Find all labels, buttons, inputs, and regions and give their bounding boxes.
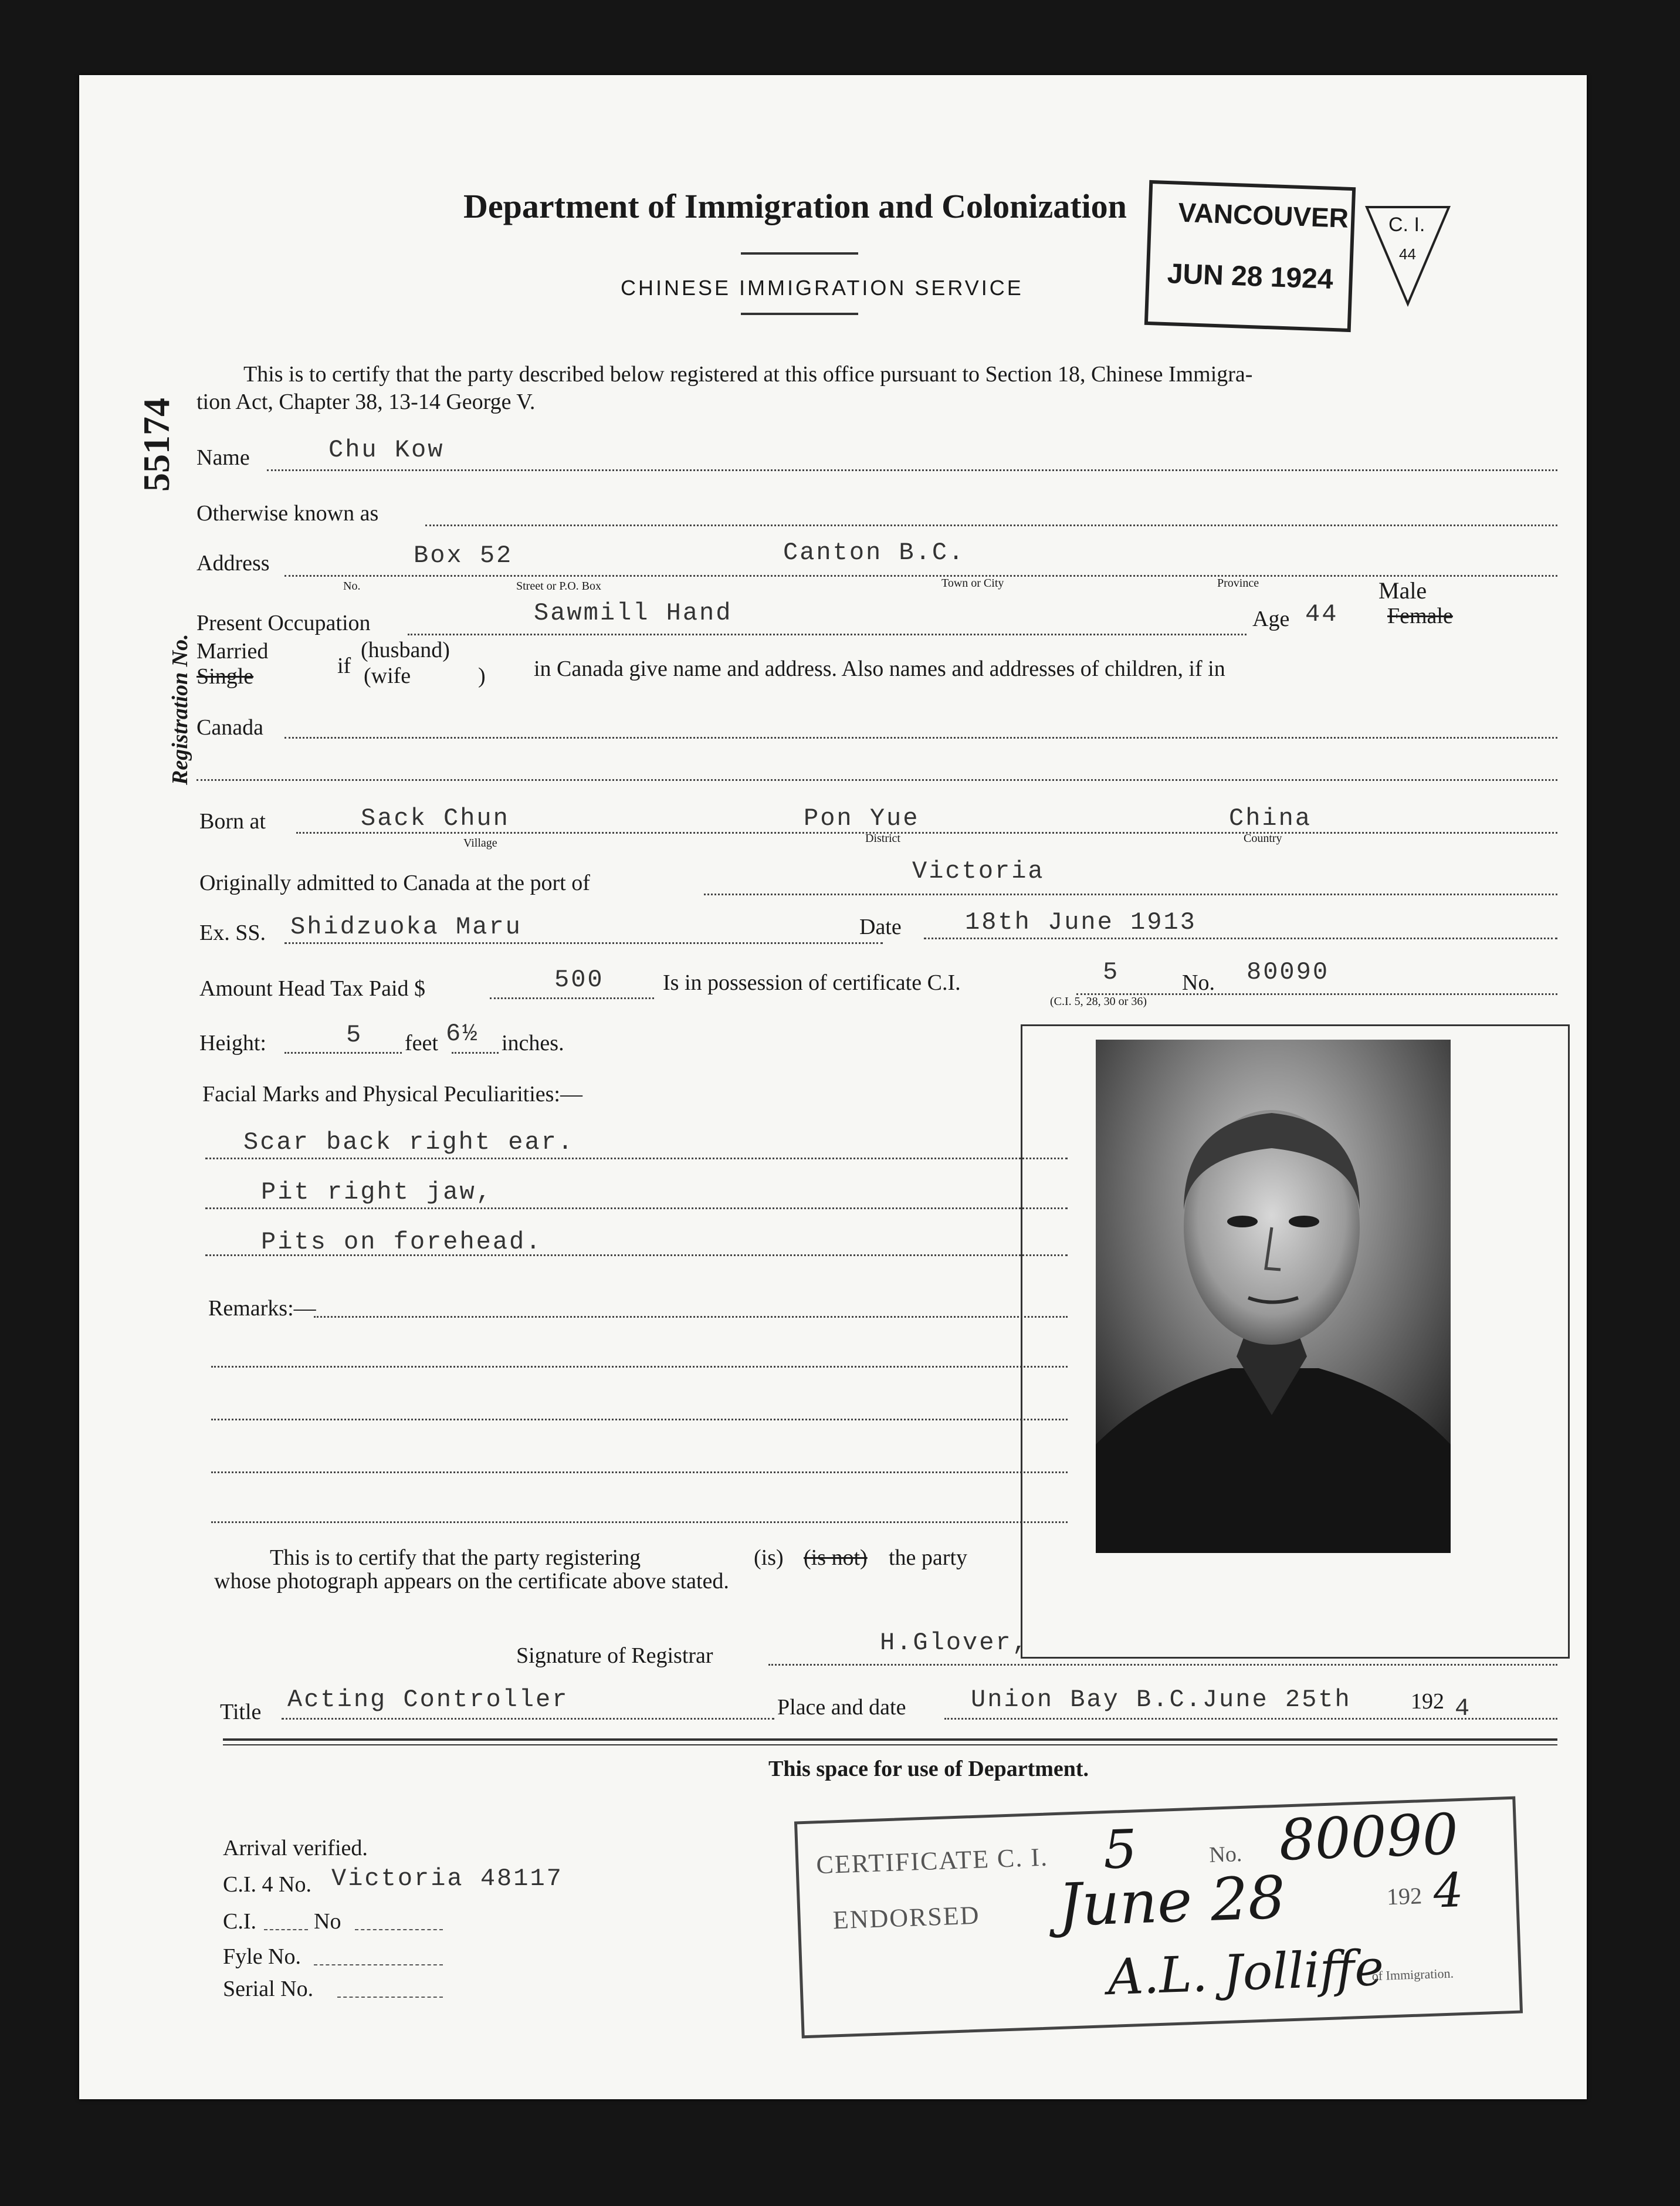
address-box-value: Box 52 xyxy=(414,542,513,570)
stamp-year-prefix: 192 xyxy=(1386,1882,1422,1910)
admitted-line xyxy=(704,894,1557,895)
age-value: 44 xyxy=(1305,600,1339,628)
stamp-cert-label: CERTIFICATE C. I. xyxy=(815,1842,1049,1880)
fyle-label: Fyle No. xyxy=(223,1944,301,1969)
mark-3: Pits on forehead. xyxy=(261,1228,543,1256)
endorsement-stamp xyxy=(794,1796,1523,2039)
admitted-label: Originally admitted to Canada at the port of xyxy=(199,871,590,895)
registration-number: 55174 xyxy=(136,398,177,492)
headtax-label: Amount Head Tax Paid $ xyxy=(199,976,426,1001)
facial-label: Facial Marks and Physical Peculiarities:— xyxy=(202,1082,582,1107)
stamp-endorsed-label: ENDORSED xyxy=(832,1900,981,1935)
occupation-label: Present Occupation xyxy=(197,611,371,635)
serial-line xyxy=(337,1997,443,1998)
mark-2: Pit right jaw, xyxy=(261,1178,493,1206)
headtax-line xyxy=(490,997,654,999)
born-label: Born at xyxy=(199,809,266,834)
registrant-photograph xyxy=(1096,1040,1451,1553)
place-value: Union Bay B.C.June 25th xyxy=(971,1686,1352,1714)
header-rule-bottom xyxy=(741,313,858,315)
sub-province: Province xyxy=(1217,577,1259,590)
otherwise-label: Otherwise known as xyxy=(197,501,379,526)
ci-label: C.I. xyxy=(223,1909,256,1934)
registrar-label: Signature of Registrar xyxy=(516,1643,713,1668)
remarks-line-5 xyxy=(211,1521,1068,1523)
canada-instructions: in Canada give name and address. Also names and addresses of children, if in xyxy=(534,657,1225,681)
stamp-signature: A.L. Jolliffe xyxy=(1106,1938,1385,2007)
stamp-endorsed-date: June 28 xyxy=(1057,1863,1287,1940)
cert-line xyxy=(1076,993,1557,995)
occupation-line xyxy=(408,634,1247,635)
serial-label: Serial No. xyxy=(223,1977,314,2001)
triangle-number: 44 xyxy=(1399,245,1416,263)
header-rule-top xyxy=(741,252,858,255)
inches-label: inches. xyxy=(502,1031,564,1055)
canada-label: Canada xyxy=(197,715,263,740)
triangle-label: C. I. xyxy=(1388,214,1425,236)
remarks-line-2 xyxy=(211,1366,1068,1368)
photo-certify-line2: whose photograph appears on the certificate above stated. xyxy=(214,1569,729,1593)
height-label: Height: xyxy=(199,1031,266,1055)
sub-district: District xyxy=(865,832,900,845)
stamp-no-label: No. xyxy=(1208,1841,1243,1867)
wife-label: (wife xyxy=(364,664,411,688)
address-line xyxy=(284,575,1557,577)
stamp-cert-type: 5 xyxy=(1102,1818,1139,1882)
registration-label: Registration No. xyxy=(168,634,192,785)
if-label: if xyxy=(337,654,351,678)
registrar-name: H.Glover, xyxy=(880,1629,1029,1657)
cert-no-value: 80090 xyxy=(1247,958,1330,986)
ci4-value: Victoria 48117 xyxy=(331,1865,563,1893)
certify-text-line1: This is to certify that the party described below registered at this office pursuant to Section 18, Chinese Immigra- xyxy=(243,362,1253,387)
year-prefix: 192 xyxy=(1411,1689,1444,1714)
photo-certify-is: (is) xyxy=(754,1545,784,1570)
date-value: 18th June 1913 xyxy=(965,908,1197,936)
stamp-year: 4 xyxy=(1432,1862,1465,1919)
cert-no-label: No. xyxy=(1182,970,1215,995)
ss-label: Ex. SS. xyxy=(199,921,266,945)
photo-certify-is-not: (is not) xyxy=(804,1545,868,1570)
ci-no-line xyxy=(355,1929,443,1930)
height-ft-line xyxy=(284,1052,402,1054)
stamp-date: JUN 28 1924 xyxy=(1166,258,1334,295)
height-in-line xyxy=(452,1052,499,1054)
female-label: Female xyxy=(1387,604,1453,628)
title-value: Acting Controller xyxy=(287,1686,569,1714)
name-value: Chu Kow xyxy=(328,436,445,464)
department-title: Department of Immigration and Colonization xyxy=(463,187,1127,225)
address-city-value: Canton B.C. xyxy=(783,539,966,567)
otherwise-line xyxy=(425,525,1557,526)
fyle-line xyxy=(314,1964,443,1965)
remarks-label: Remarks:— xyxy=(208,1296,316,1321)
marks-line-2 xyxy=(205,1207,1068,1209)
canada-line-2 xyxy=(197,779,1557,781)
separator-rule-1 xyxy=(223,1738,1557,1741)
sub-village: Village xyxy=(463,837,497,850)
canada-line-1 xyxy=(284,737,1557,739)
cert-type-value: 5 xyxy=(1103,958,1120,986)
arrival-verified: Arrival verified. xyxy=(223,1836,368,1860)
stamp-footer: of Immigration. xyxy=(1371,1965,1454,1984)
height-ft-value: 5 xyxy=(346,1021,363,1049)
certificate-sheet xyxy=(79,75,1587,2099)
service-title: CHINESE IMMIGRATION SERVICE xyxy=(621,276,1024,300)
department-use-heading: This space for use of Department. xyxy=(768,1757,1089,1781)
name-line xyxy=(267,469,1557,471)
headtax-value: 500 xyxy=(554,966,604,994)
stamp-cert-no: 80090 xyxy=(1278,1801,1459,1873)
title-line xyxy=(282,1718,774,1720)
registrar-line xyxy=(768,1664,1557,1666)
married-label: Married xyxy=(197,639,269,664)
remarks-line-1 xyxy=(314,1316,1068,1318)
husband-label: (husband) xyxy=(361,638,450,662)
photo-certify-the-party: the party xyxy=(889,1545,968,1570)
name-label: Name xyxy=(197,445,250,470)
cert-sub: (C.I. 5, 28, 30 or 36) xyxy=(1050,995,1147,1008)
admitted-port-value: Victoria xyxy=(912,857,1045,885)
photo-certify-line1: This is to certify that the party registering xyxy=(270,1545,641,1570)
separator-rule-2 xyxy=(223,1744,1557,1745)
remarks-line-4 xyxy=(211,1471,1068,1473)
height-in-value: 6½ xyxy=(446,1020,479,1048)
occupation-value: Sawmill Hand xyxy=(534,599,733,627)
place-label: Place and date xyxy=(777,1695,906,1720)
address-label: Address xyxy=(197,551,270,576)
ci4-label: C.I. 4 No. xyxy=(223,1872,311,1897)
ss-line xyxy=(284,942,883,944)
ci-line xyxy=(264,1929,308,1930)
sub-no: No. xyxy=(343,580,361,593)
wife-close: ) xyxy=(478,664,486,688)
cert-label: Is in possession of certificate C.I. xyxy=(663,970,961,995)
year-digit: 4 xyxy=(1455,1694,1472,1723)
title-label: Title xyxy=(220,1700,262,1724)
certify-text-line2: tion Act, Chapter 38, 13-14 George V. xyxy=(197,390,536,414)
born-village-value: Sack Chun xyxy=(361,804,510,833)
date-label: Date xyxy=(859,915,902,939)
stamp-city: VANCOUVER xyxy=(1177,197,1349,234)
date-line xyxy=(924,938,1557,939)
marks-line-1 xyxy=(205,1158,1068,1159)
born-country-value: China xyxy=(1229,804,1312,833)
sub-street: Street or P.O. Box xyxy=(516,580,601,593)
sub-town: Town or City xyxy=(941,577,1004,590)
born-district-value: Pon Yue xyxy=(804,804,920,833)
mark-1: Scar back right ear. xyxy=(243,1128,575,1156)
feet-label: feet xyxy=(405,1031,438,1055)
single-label: Single xyxy=(197,664,254,689)
ss-value: Shidzuoka Maru xyxy=(290,913,522,941)
vancouver-date-stamp xyxy=(1144,180,1356,332)
male-label: Male xyxy=(1378,577,1427,604)
photo-frame xyxy=(1021,1024,1570,1659)
remarks-line-3 xyxy=(211,1419,1068,1420)
ci-no-label: No xyxy=(314,1909,341,1934)
sub-country: Country xyxy=(1244,832,1282,845)
age-label: Age xyxy=(1252,607,1290,631)
